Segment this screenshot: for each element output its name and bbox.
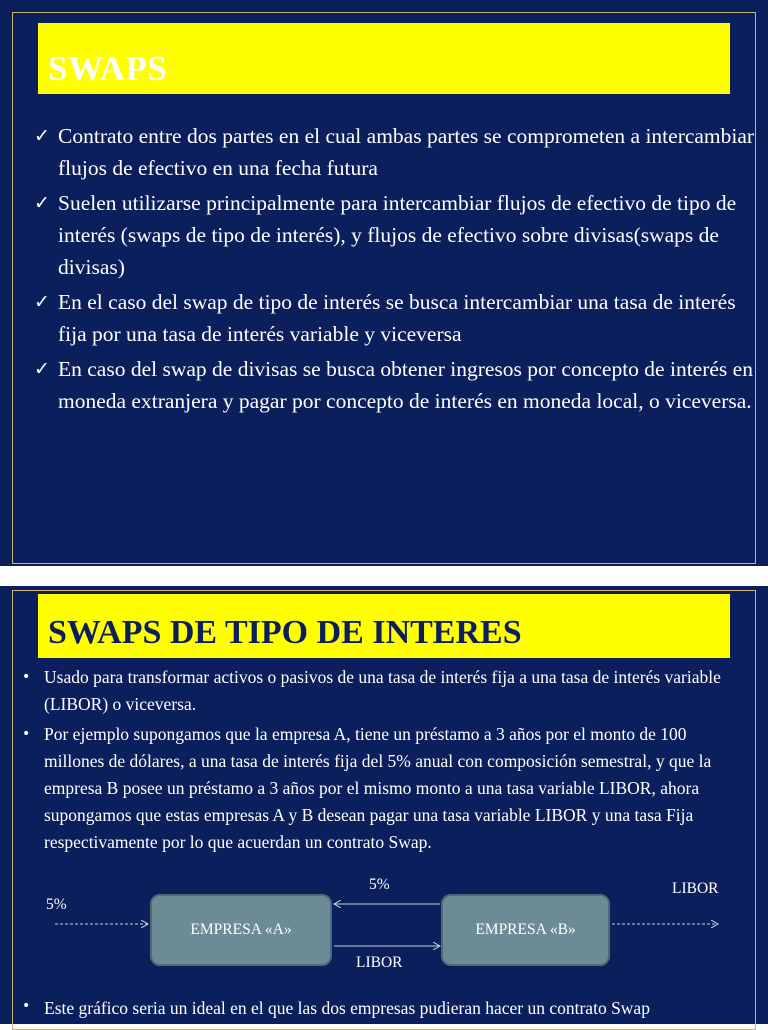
- company-b-box: EMPRESA «B»: [441, 894, 610, 966]
- list-item: [34, 286, 756, 350]
- list-item-text: Usado para transformar activos o pasivos de una tasa de interés fija a una tasa de interés variable (LIBOR) o viceversa.: [44, 667, 721, 714]
- checkmark-icon: ✓: [34, 291, 50, 313]
- swap-diagram: [0, 876, 768, 990]
- list-item: [34, 120, 756, 184]
- list-item-text: En caso del swap de divisas se busca obtener ingresos por concepto de interés en moneda extranjera y pagar por concepto de interés en moneda local, o viceversa.: [58, 357, 753, 413]
- bottom-rate-label: LIBOR: [356, 954, 403, 971]
- title-banner: [38, 594, 730, 658]
- checklist: [34, 120, 756, 420]
- bullet-icon: •: [22, 998, 31, 1014]
- checkmark-icon: ✓: [34, 125, 50, 147]
- slide-title: SWAPS DE TIPO DE INTERES: [48, 614, 522, 651]
- list-item-text: Contrato entre dos partes en el cual ambas partes se comprometen a intercambiar flujos de efectivo en una fecha futura: [58, 124, 755, 180]
- bullet-icon: •: [22, 726, 31, 742]
- list-item-text: Suelen utilizarse principalmente para intercambiar flujos de efectivo de tipo de interés (swaps de tipo de interés), y flujos de efectivo sobre divisas(swaps de divisas): [58, 191, 737, 279]
- checkmark-icon: ✓: [34, 358, 50, 380]
- list-item: [34, 187, 756, 283]
- bullet-list: [22, 664, 748, 859]
- company-a-box: EMPRESA «A»: [150, 894, 332, 966]
- checkmark-icon: ✓: [34, 192, 50, 214]
- list-item: [22, 664, 748, 718]
- list-item-text: Por ejemplo supongamos que la empresa A, tiene un préstamo a 3 años por el monto de 100 millones de dólares, a una tasa de interés fija del 5% anual con composición semestral, y que la empresa B posee un préstamo a 3 años por el mismo monto a una tasa variable LIBOR, ahora supongamos que estas empresas A y B desean pagar una tasa variable LIBOR y una tasa Fija respectivamente por lo que acuerdan un contrato Swap.: [44, 724, 712, 852]
- list-item-text: En el caso del swap de tipo de interés se busca intercambiar una tasa de interés fija por una tasa de interés variable y viceversa: [58, 290, 736, 346]
- list-item: [22, 721, 748, 856]
- slide-interest-swaps: [0, 586, 768, 1024]
- title-banner: [38, 23, 730, 94]
- list-item: [34, 353, 756, 417]
- note-item: [22, 998, 768, 1019]
- diagram-arrows: [0, 880, 768, 990]
- top-rate-label: 5%: [369, 876, 390, 893]
- note-text: Este gráfico seria un ideal en el que las dos empresas pudieran hacer un contrato Swap: [44, 998, 650, 1018]
- left-rate-label: 5%: [46, 896, 67, 913]
- slide-title: SWAPS: [48, 49, 168, 88]
- bullet-icon: •: [22, 669, 31, 685]
- right-rate-label: LIBOR: [672, 880, 719, 897]
